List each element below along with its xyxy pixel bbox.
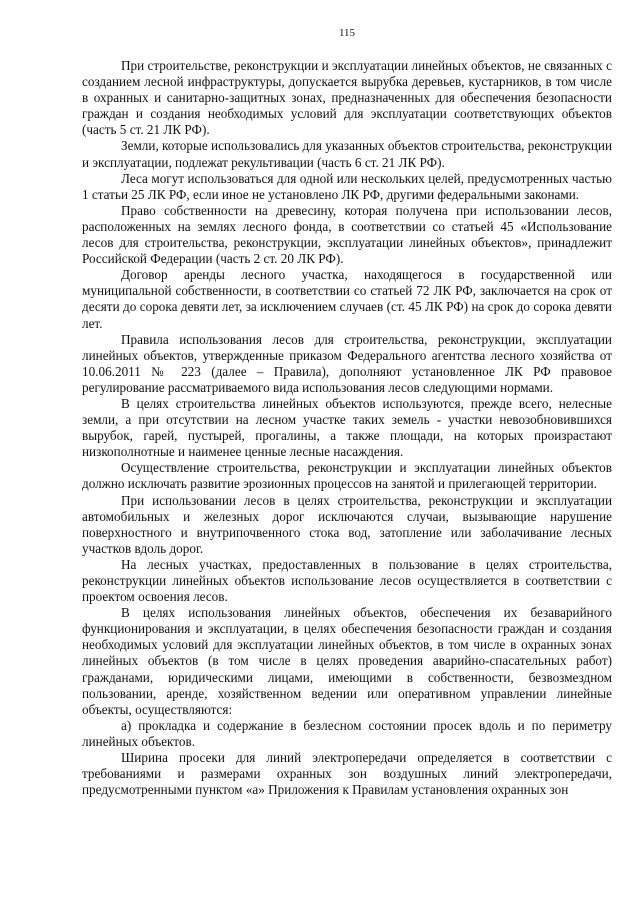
paragraph: При использовании лесов в целях строительства, реконструкции и эксплуатации автомобильных и железных дорог исключаются случаи, вызывающие нарушение поверхностного и внутрипочвенного стока вод, затопление или заболачивание лесных участков вдоль дорог. (82, 492, 612, 556)
page-number: 115 (338, 27, 356, 39)
paragraph: Осуществление строительства, реконструкции и эксплуатации линейных объектов должно исключать развитие эрозионных процессов на занятой и прилегающей территории. (82, 460, 612, 492)
paragraph: Леса могут использоваться для одной или нескольких целей, предусмотренных частью 1 статьи 25 ЛК РФ, если иное не установлено ЛК РФ, другими федеральными законами. (82, 170, 612, 202)
paragraph: При строительстве, реконструкции и эксплуатации линейных объектов, не связанных с созданием лесной инфраструктуры, допускается вырубка деревьев, кустарников, в том числе в охранных и санитарно-защитных зонах, предназначенных для обеспечения безопасности граждан и создания необходимых условий для эксплуатации соответствующих объектов (часть 5 ст. 21 ЛК РФ). (82, 58, 612, 138)
list-item: а) прокладка и содержание в безлесном состоянии просек вдоль и по периметру линейных объектов. (82, 717, 612, 749)
paragraph: В целях строительства линейных объектов используются, прежде всего, нелесные земли, а при отсутствии на лесном участке таких земель - участки невозобновившихся вырубок, гарей, пустырей, прогалины, а также площади, на которых произрастают низкополнотные и наименее ценные лесные насаждения. (82, 395, 612, 460)
paragraph: Ширина просеки для линий электропередачи определяется в соответствии с требованиями и размерами охранных зон воздушных линий электропередачи, предусмотренными пунктом «а» Приложения к Правилам установления охранных зон (82, 750, 612, 798)
paragraph: На лесных участках, предоставленных в пользование в целях строительства, реконструкции линейных объектов использование лесов осуществляется в соответствии с проектом освоения лесов. (82, 556, 612, 605)
paragraph: Правила использования лесов для строительства, реконструкции, эксплуатации линейных объектов, утвержденные приказом Федерального агентства лесного хозяйства от 10.06.2011 № 223 (далее – Правила), дополняют установленное ЛК РФ правовое регулирование рассматриваемого вида использования лесов следующими нормами. (82, 331, 612, 395)
paragraph: Договор аренды лесного участка, находящегося в государственной или муниципальной собственности, в соответствии со статьей 72 ЛК РФ, заключается на срок от десяти до сорока девяти лет, за исключением случаев (ст. 45 ЛК РФ) на срок до сорока девяти лет. (82, 267, 612, 331)
paragraph: Земли, которые использовались для указанных объектов строительства, реконструкции и эксплуатации, подлежат рекультивации (часть 6 ст. 21 ЛК РФ). (82, 138, 612, 170)
paragraph: В целях использования линейных объектов, обеспечения их безаварийного функционирования и эксплуатации, в целях обеспечения безопасности граждан и создания необходимых условий для эксплуатации линейных объектов, в том числе в охранных зонах линейных объектов (в том числе в целях проведения аварийно-спасательных работ) гражданами, юридическими лицами, имеющими в собственности, безвозмездном пользовании, аренде, хозяйственном ведении или оперативном управлении линейные объекты, осуществляются: (82, 605, 612, 717)
paragraph: Право собственности на древесину, которая получена при использовании лесов, расположенных на землях лесного фонда, в соответствии со статьей 45 «Использование лесов для строительства, реконструкции, эксплуатации линейных объектов», принадлежит Российской Федерации (часть 2 ст. 20 ЛК РФ). (82, 202, 612, 267)
